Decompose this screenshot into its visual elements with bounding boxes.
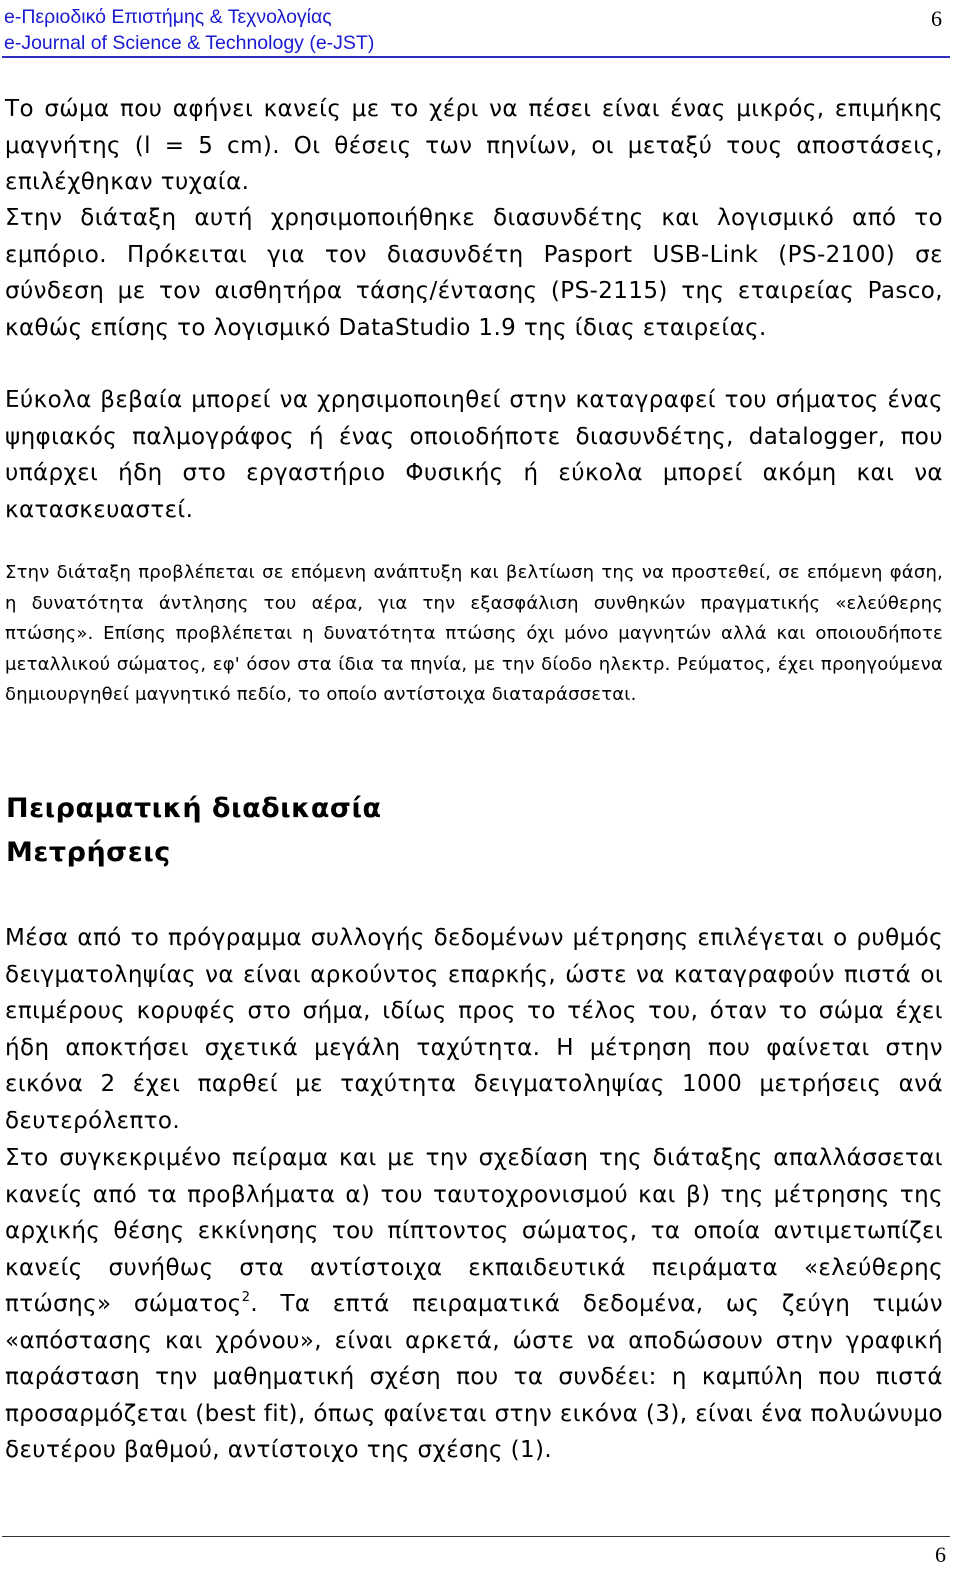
header-page-number: 6 [931,6,942,31]
paragraph-magnet: Το σώμα που αφήνει κανείς με το χέρι να πέσει είναι ένας μικρός, επιμήκης μαγνήτης (l = 5 cm). Οι θέσεις των πηνίων, οι μεταξύ τους αποστάσεις, επιλέχθηκαν τυχαία. [5,96,943,195]
journal-title-greek: e-Περιοδικό Επιστήμης & Τεχνολογίας [4,6,332,28]
paragraph-experiment-part1: Στο συγκεκριμένο πείραμα και με την σχεδίαση της διάταξης απαλλάσσεται κανείς από τα προβλήματα α) του ταυτοχρονισμού και β) της μέτρησης της αρχικής θέσης εκκίνησης του πίπτοντος σώματος, τα οποία αντιμετωπίζει κανείς συνήθως στα αντίστοιχα εκπαιδευτικά πειράματα «ελεύθερης πτώσης» σώματος [5,1145,943,1317]
running-header [4,4,950,56]
section-heading-measurements: Μετρήσεις [6,837,171,868]
footer-rule [2,1536,950,1537]
footer-page-number: 6 [935,1542,946,1567]
paragraph-future-development: Στην διάταξη προβλέπεται σε επόμενη ανάπτυξη και βελτίωση της να προστεθεί, σε επόμενη φάση, η δυνατότητα άντλησης του αέρα, για την εξασφάλιση συνθηκών πραγματικής «ελεύθερης πτώσης». Επίσης προβλέπεται η δυνατότητα πτώσης όχι μόνο μαγνητών αλλά και οποιουδήποτε μεταλλικού σώματος, εφ' όσον στα ίδια τα πηνία, με την δίοδο ηλεκτρ. Ρεύματος, έχει προηγούμενα δημιουργηθεί μαγνητικό πεδίο, το οποίο αντίστοιχα διαταράσσεται. [5,562,943,705]
header-rule [2,56,950,58]
paragraph-oscilloscope: Εύκολα βεβαία μπορεί να χρησιμοποιηθεί στην καταγραφεί του σήματος ένας ψηφιακός παλμογράφος ή ένας οποιοδήποτε διασυνδέτης, datalogger, που υπάρχει ήδη στο εργαστήριο Φυσικής ή εύκολα μπορεί ακόμη και να κατασκευαστεί. [5,387,943,523]
journal-title-english: e-Journal of Science & Technology (e-JST) [4,32,375,54]
footnote-reference: 2 [241,1290,251,1305]
paragraph-experiment-part2: . Τα επτά πειραματικά δεδομένα, ως ζεύγη τιμών «απόστασης και χρόνου», είναι αρκετά, ώστε να αποδώσουν στην γραφική παράσταση την μαθηματική σχέση που τα συνδέει: η καμπύλη που πιστά προσαρμόζεται (best fit), όπως φαίνεται στην εικόνα (3), είναι ένα πολυώνυμο δευτέρου βαθμού, αντίστοιχο της σχέσης (1). [5,1291,944,1463]
paragraph-sampling: Μέσα από το πρόγραμμα συλλογής δεδομένων μέτρησης επιλέγεται ο ρυθμός δειγματοληψίας να είναι αρκούντος επαρκής, ώστε να καταγραφούν πιστά οι επιμέρους κορυφές στο σήμα, ιδίως προς το τέλος του, όταν το σώμα έχει ήδη αποκτήσει σχετικά μεγάλη ταχύτητα. Η μέτρηση που φαίνεται στην εικόνα 2 έχει παρθεί με ταχύτητα δειγματοληψίας 1000 μετρήσεις ανά δευτερόλεπτο. [5,925,943,1134]
paragraph-interface: Στην διάταξη αυτή χρησιμοποιήθηκε διασυνδέτης και λογισμικό από το εμπόριο. Πρόκειται για τον διασυνδέτη Pasport USB-Link (PS-2100) σε σύνδεση με τον αισθητήρα τάσης/έντασης (PS-2115) της εταιρείας Pasco, καθώς επίσης το λογισμικό DataStudio 1.9 της ίδιας εταιρείας. [5,205,943,341]
paragraph-experiment [5,1140,943,1469]
section-heading-procedure: Πειραματική διαδικασία [6,793,382,824]
